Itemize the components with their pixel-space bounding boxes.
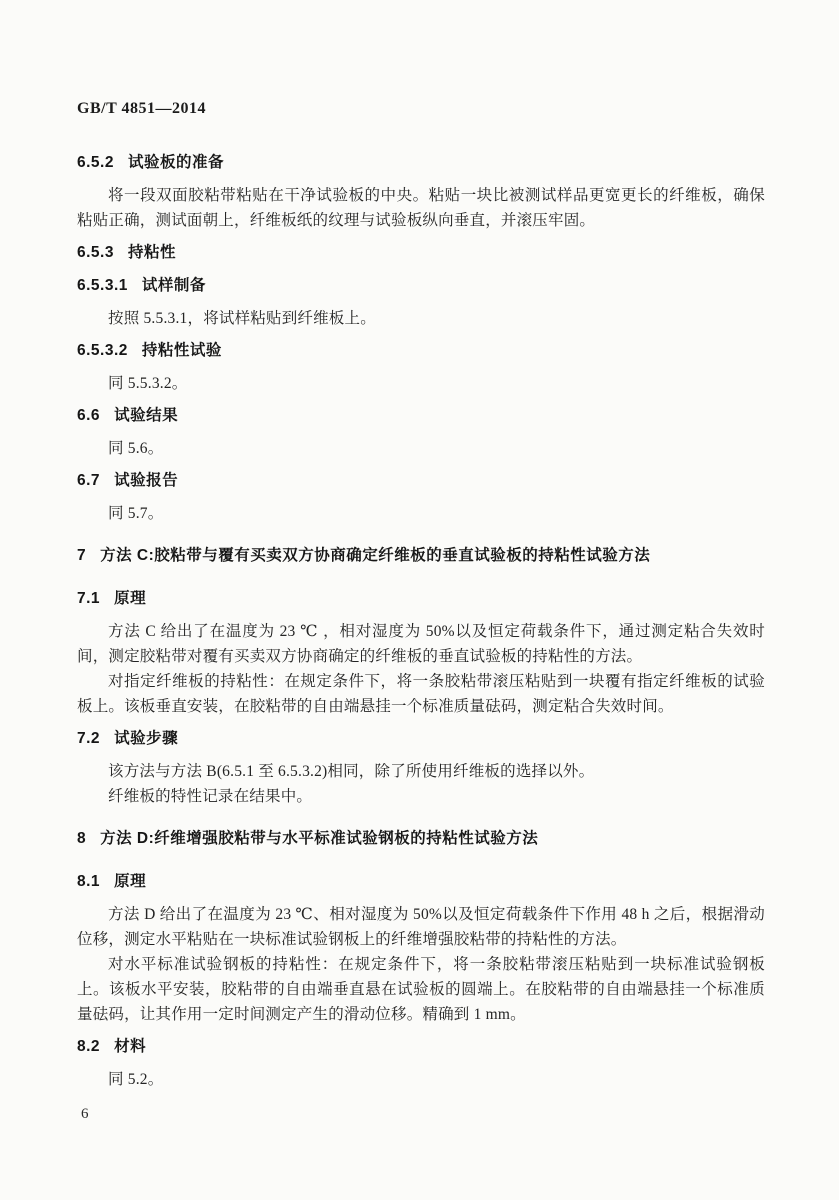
heading-number: 8.2 bbox=[77, 1038, 101, 1055]
heading-title: 持粘性 bbox=[127, 244, 176, 261]
para-6-6: 同 5.6。 bbox=[108, 440, 164, 457]
para-6-7: 同 5.7。 bbox=[108, 505, 164, 522]
heading-6-5-3-2 bbox=[77, 338, 765, 364]
heading-6-5-3 bbox=[77, 240, 765, 266]
para-8-1-a: 方法 D 给出了在温度为 23 ℃、相对湿度为 50%以及恒定荷载条件下作用 48 h 之后，根据滑动位移，测定水平粘贴在一块标准试验钢板上的纤维增强胶粘带的持粘性的方法。 bbox=[77, 906, 765, 948]
heading-6-6 bbox=[77, 403, 765, 429]
para-6-5-3-1: 按照 5.5.3.1，将试样粘贴到纤维板上。 bbox=[108, 310, 376, 327]
chapter-title: 方法 C:胶粘带与覆有买卖双方协商确定纤维板的垂直试验板的持粘性试验方法 bbox=[100, 547, 651, 564]
heading-8-1 bbox=[77, 869, 765, 895]
heading-title: 材料 bbox=[114, 1038, 147, 1055]
heading-number: 6.5.3.2 bbox=[77, 342, 128, 359]
heading-title: 原理 bbox=[114, 873, 147, 890]
para-7-1-b: 对指定纤维板的持粘性：在规定条件下，将一条胶粘带滚压粘贴到一块覆有指定纤维板的试验板上。该板垂直安装，在胶粘带的自由端悬挂一个标准质量砝码，测定粘合失效时间。 bbox=[77, 673, 765, 715]
heading-8-2 bbox=[77, 1034, 765, 1060]
para-8-1-b: 对水平标准试验钢板的持粘性：在规定条件下，将一条胶粘带滚压粘贴到一块标准试验钢板上。该板水平安装，胶粘带的自由端垂直悬在试验板的圆端上。在胶粘带的自由端悬挂一个标准质量砝码，让其作用一定时间测定产生的滑动位移。精确到 1 mm。 bbox=[77, 956, 765, 1023]
heading-title: 试样制备 bbox=[141, 277, 206, 294]
para-6-5-2: 将一段双面胶粘带粘贴在干净试验板的中央。粘贴一块比被测试样品更宽更长的纤维板，确保粘贴正确，测试面朝上，纤维板纸的纹理与试验板纵向垂直，并滚压牢固。 bbox=[77, 187, 765, 229]
heading-6-5-2 bbox=[77, 150, 765, 176]
para-6-5-3-2: 同 5.5.3.2。 bbox=[108, 375, 188, 392]
para-7-1-a: 方法 C 给出了在温度为 23 ℃ ，相对湿度为 50%以及恒定荷载条件下，通过测定粘合失效时间，测定胶粘带对覆有买卖双方协商确定的纤维板的垂直试验板的持粘性的方法。 bbox=[77, 623, 765, 665]
chapter-title: 方法 D:纤维增强胶粘带与水平标准试验钢板的持粘性试验方法 bbox=[100, 830, 539, 847]
heading-number: 6.6 bbox=[77, 407, 101, 424]
heading-title: 原理 bbox=[114, 590, 147, 607]
heading-6-5-3-1 bbox=[77, 273, 765, 299]
heading-number: 6.5.2 bbox=[77, 154, 114, 171]
heading-number: 8.1 bbox=[77, 873, 101, 890]
standard-code-header: GB/T 4851—2014 bbox=[77, 100, 206, 117]
para-8-2: 同 5.2。 bbox=[108, 1071, 164, 1088]
chapter-number: 8 bbox=[77, 830, 87, 847]
heading-number: 6.5.3 bbox=[77, 244, 114, 261]
heading-number: 6.7 bbox=[77, 472, 101, 489]
chapter-heading-7 bbox=[77, 543, 765, 569]
heading-6-7 bbox=[77, 468, 765, 494]
heading-title: 试验板的准备 bbox=[127, 154, 224, 171]
page-number: 6 bbox=[81, 1106, 89, 1122]
heading-number: 7.2 bbox=[77, 730, 101, 747]
heading-number: 6.5.3.1 bbox=[77, 277, 128, 294]
heading-title: 持粘性试验 bbox=[141, 342, 222, 359]
heading-number: 7.1 bbox=[77, 590, 101, 607]
chapter-number: 7 bbox=[77, 547, 87, 564]
heading-title: 试验步骤 bbox=[114, 730, 179, 747]
heading-7-1 bbox=[77, 586, 765, 612]
heading-title: 试验报告 bbox=[114, 472, 179, 489]
para-7-2-b: 纤维板的特性记录在结果中。 bbox=[108, 788, 313, 805]
chapter-heading-8 bbox=[77, 826, 765, 852]
heading-title: 试验结果 bbox=[114, 407, 179, 424]
heading-7-2 bbox=[77, 726, 765, 752]
para-7-2-a: 该方法与方法 B(6.5.1 至 6.5.3.2)相同，除了所使用纤维板的选择以外。 bbox=[108, 763, 595, 780]
